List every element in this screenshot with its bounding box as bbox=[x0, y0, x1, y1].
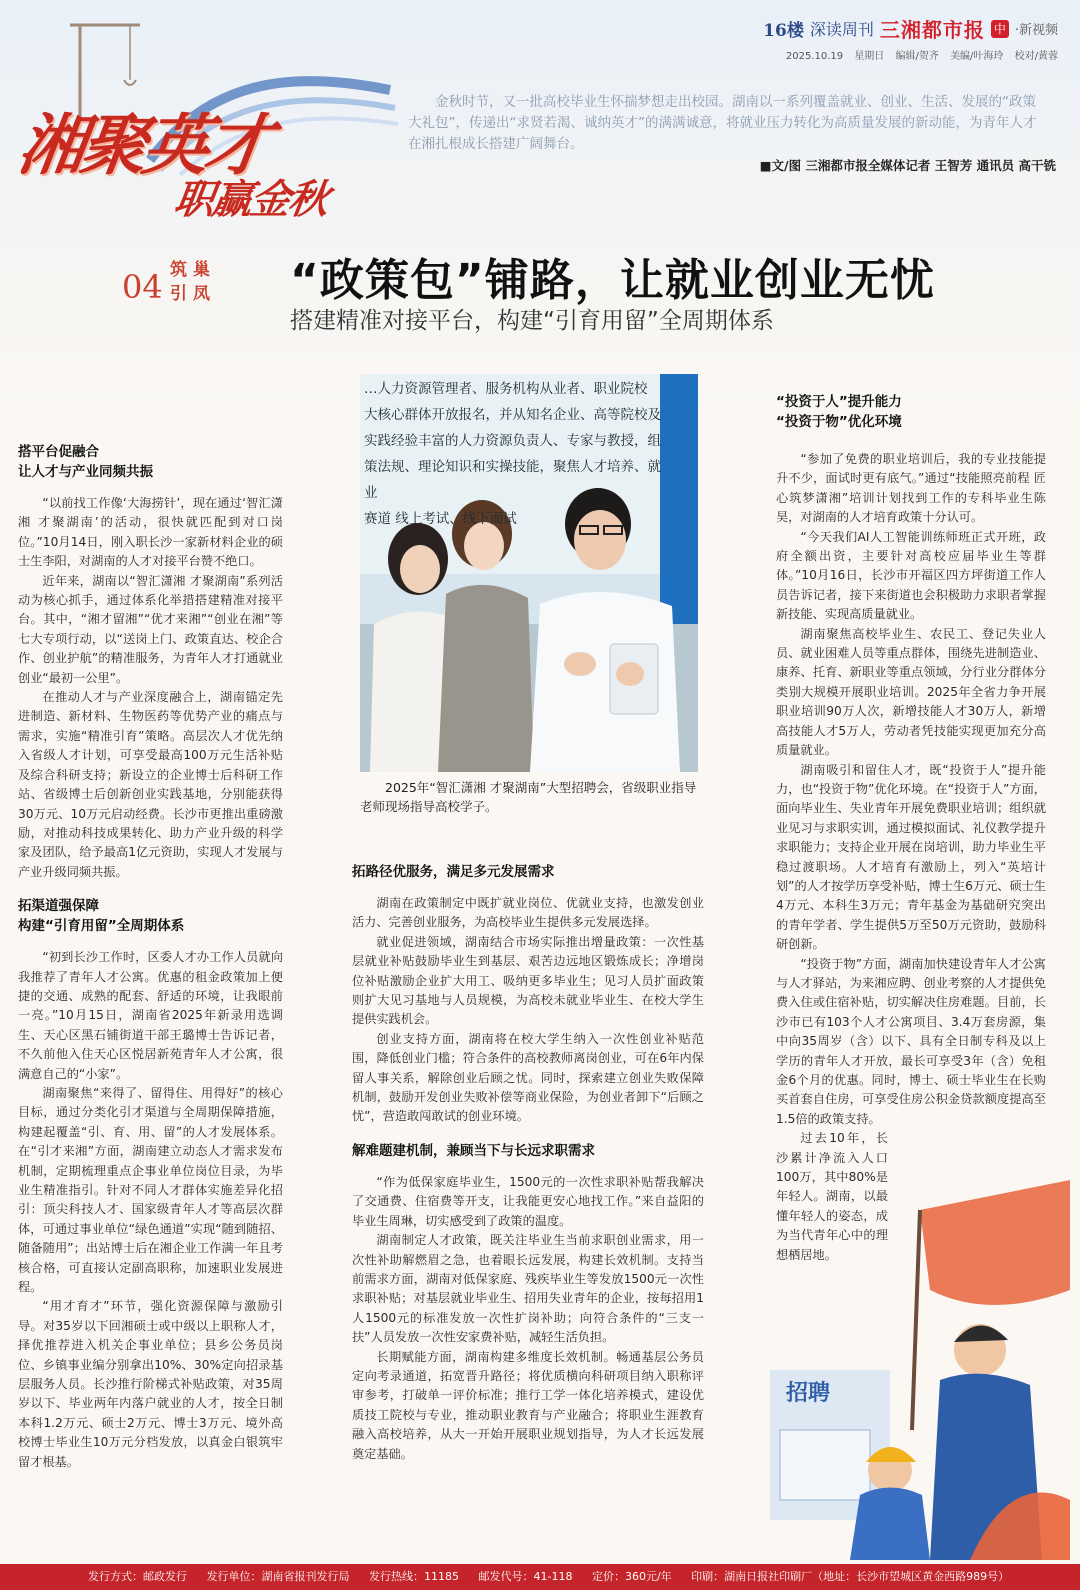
headline: “政策包”铺路，让就业创业无忧 bbox=[290, 255, 935, 306]
article-section bbox=[352, 862, 704, 1127]
paragraph: 在推动人才与产业深度融合上，湖南锚定先进制造、新材料、生物医药等优势产业的痛点与需求，实施“精准引育”策略。高层次人才优先纳入省级人才计划，可享受最高100万元生活补贴及综合科研支持；新设立的企业博士后科研工作站、省级博士后创新创业实践基地，分别能获得30万元、10万元启动经费。长沙市更推出重磅激励，对推动科技成果转化、助力产业升级的科学家及团队，给予最高1亿元资助，实现人才发展与产业升级同频共振。 bbox=[18, 690, 283, 879]
paragraph: 湖南吸引和留住人才，既“投资于人”提升能力，也“投资于物”优化环境。在“投资于人”方面，面向毕业生、失业青年开展免费职业培训；组织就业见习与求职实训，通过模拟面试、礼仪教学提升求职能力；支持企业开展在岗培训，助力毕业生平稳过渡职场。人才培育有激励上，列入“英培计划”的人才按学历享受补贴，博士生6万元、硕士生4万元、本科生3万元；青年基金为基础研究突出的青年学者、学生提供5万至50万元资助，鼓励科研创新。 bbox=[776, 762, 1047, 952]
recruitment-illustration bbox=[770, 1170, 1080, 1560]
banner-line: 实践经验丰富的人力资源负责人、专家与教授，组 bbox=[364, 433, 661, 449]
paragraph: 就业促进领域，湖南结合市场实际推出增量政策：一次性基层就业补贴鼓励毕业生到基层、艰苦边远地区锻炼成长；净增岗位补贴激励企业扩大用工、吸纳更多毕业生；见习人员扩面政策则扩大见习基地与人员规模，为高校未就业毕业生、在校大学生提供实践机会。 bbox=[352, 934, 704, 1027]
paragraph: “参加了免费的职业培训后，我的专业技能提升不少，面试时更有底气。”通过“技能照亮前程 匠心筑梦潇湘”培训计划找到工作的专科毕业生陈昊，对湖南的人才培育政策十分认可。 bbox=[776, 452, 1046, 525]
feature-title-line1: 湘聚英才 bbox=[13, 106, 273, 184]
feature-title-line2: 职赢金秋 bbox=[171, 176, 330, 223]
photo-caption: 2025年“智汇潇湘 才聚湖南”大型招聘会，省级职业指导老师现场指导高校学子。 bbox=[360, 780, 697, 814]
paragraph: 湖南制定人才政策，既关注毕业生当前求职创业需求，用一次性补助解燃眉之急，也着眼长远发展，构建长效机制。支持当前需求方面，湖南对低保家庭、残疾毕业生等发放1500元一次性求职补贴；对基层就业毕业生、招用失业青年的企业，按每招用1人1500元的标准发放一次性扩岗补助；向符合条件的“三支一扶”人员发放一次性安家费补贴，减轻生活负担。 bbox=[352, 1233, 704, 1345]
footer-item: 印刷：湖南日报社印刷厂（地址：长沙市望城区黄金西路989号） bbox=[691, 1570, 1010, 1583]
banner-line: 大核心群体开放报名，并从知名企业、高等院校及 bbox=[364, 407, 661, 423]
heading-line: 拓渠道强保障 bbox=[18, 898, 99, 915]
paper-logo-icon: 中 bbox=[991, 20, 1009, 38]
footer-bar bbox=[0, 1564, 1080, 1590]
article-section bbox=[352, 1141, 704, 1464]
heading-line: 让人才与产业同频共振 bbox=[18, 464, 153, 480]
footer-item: 发行方式：邮政发行 bbox=[88, 1570, 187, 1583]
section-heading bbox=[776, 392, 1046, 432]
paragraph: 创业支持方面，湖南将在校大学生纳入一次性创业补贴范围，降低创业门槛；符合条件的高校教师离岗创业，可在6年内保留人事关系，解除创业后顾之忧。同时，探索建立创业失败保障机制，鼓励开发创业失败补偿等商业保险，为创业者卸下“后顾之忧”，营造敢闯敢试的创业环境。 bbox=[352, 1031, 704, 1124]
page-floor: 16楼 bbox=[763, 21, 804, 41]
paragraph: “以前找工作像‘大海捞针’，现在通过‘智汇潇湘 才聚湖南’的活动，很快就匹配到对口岗位。”10月14日，刚入职长沙一家新材料企业的硕士生李阳，对湖南的人才对接平台赞不绝口。 bbox=[18, 496, 283, 569]
section-heading: 拓路径优服务，满足多元发展需求 bbox=[352, 864, 555, 880]
art-editor: 美编/叶海玲 bbox=[950, 51, 1004, 62]
article-section bbox=[776, 392, 1046, 1265]
paragraph: 湖南聚焦高校毕业生、农民工、登记失业人员、就业困难人员等重点群体，围绕先进制造业、康养、托育、新职业等重点领域，分行业分群体分类别大规模开展职业培训。2025年全省力争开展职业培训90万人次，新增技能人才30万人，新增高技能人才5万人，劳动者凭技能实现更加充分高质量就业。 bbox=[776, 626, 1046, 758]
column-left bbox=[18, 442, 283, 1486]
paragraph: “今天我们AI人工智能训练师班正式开班，政府全额出资，主要针对高校应届毕业生等群体。”10月16日，长沙市开福区四方坪街道工作人员告诉记者，接下来街道也会积极助力求职者掌握新技能、实现高质量就业。 bbox=[776, 529, 1046, 622]
paragraph: “投资于物”方面，湖南加快建设青年人才公寓与人才驿站，为来湘应聘、创业考察的人才提供免费入住或住宿补贴，切实解决住房难题。目前，长沙市已有103个人才公寓项目、3.4万套房源，集中向35周岁（含）以下、具有全日制专科及以上学历的青年人才开放，最长可享受3年（含）免租金6个月的优惠。同时，博士、硕士毕业生在长购买首套自住房，可享受住房公积金贷款额度提高至1.5倍的政策支持。 bbox=[776, 956, 1046, 1126]
section-heading bbox=[18, 896, 283, 936]
section-number: 04 bbox=[122, 268, 163, 306]
footer-item: 定价：360元/年 bbox=[591, 1570, 672, 1583]
paragraph: 湖南在政策制定中既扩就业岗位、优就业支持，也激发创业活力、完善创业服务，为高校毕业生提供多元发展选择。 bbox=[352, 896, 704, 930]
heading-line: “投资于物”优化环境 bbox=[776, 414, 902, 430]
footer-item: 发行热线：11185 bbox=[369, 1570, 459, 1583]
job-fair-photo bbox=[360, 374, 698, 772]
column-middle bbox=[352, 862, 704, 1478]
editor: 编辑/贺齐 bbox=[895, 51, 939, 62]
paragraph: 长期赋能方面，湖南构建多维度长效机制。畅通基层公务员定向考录通道，拓宽晋升路径；将优质横向科研项目纳入职称评审参考，打破单一评价标准；推行工学一体化培养模式，建设优质技工院校与专业，推动职业教育与产业融合；将职业生涯教育融入高校培养，从大一开始开展职业规划指导，为人才长远发展奠定基础。 bbox=[352, 1349, 704, 1461]
issue-meta bbox=[763, 47, 1058, 62]
section-heading: 解难题建机制，兼顾当下与长远求职需求 bbox=[352, 1142, 595, 1159]
paragraph: 近年来，湖南以“智汇潇湘 才聚湖南”系列活动为核心抓手，通过体系化举措搭建精准对接平台。其中，“湘才留湘”“优才来湘”“创业在湘”等七大专项行动，以“送岗上门、政策直达、校企合作、创业护航”的精准服务，为青年人才打通就业创业“最初一公里”。 bbox=[18, 573, 283, 685]
heading-line: 构建“引育用留”全周期体系 bbox=[18, 918, 185, 935]
banner-line: 赛道 线上考试、线下面试 bbox=[364, 511, 517, 527]
closing-paragraph: 过去10年，长沙累计净流入人口100万，其中80%是年轻人。湖南，以最懂年轻人的姿态，成为当代青年心中的理想栖居地。 bbox=[776, 1131, 888, 1262]
heading-line: 搭平台促融合 bbox=[18, 444, 99, 460]
article-section bbox=[18, 442, 283, 882]
recruit-sign: 招聘 bbox=[786, 1381, 831, 1406]
footer-item: 发行单位：湖南省报刊发行局 bbox=[206, 1570, 350, 1583]
byline: ■文/图 三湘都市报全媒体记者 王智芳 通讯员 高干铣 bbox=[759, 158, 1056, 173]
video-label: ·新视频 bbox=[1014, 23, 1058, 38]
proofreader: 校对/黄蓉 bbox=[1014, 51, 1058, 62]
paragraph: “作为低保家庭毕业生，1500元的一次性求职补贴帮我解决了交通费、住宿费等开支，让我能更安心地找工作。”来自益阳的毕业生周琳，切实感受到了政策的温度。 bbox=[352, 1174, 704, 1228]
issue-weekday: 星期日 bbox=[854, 51, 885, 62]
lead-paragraph: 金秋时节，又一批高校毕业生怀揣梦想走出校园。湖南以一系列覆盖就业、创业、生活、发展的“政策大礼包”，传递出“求贤若渴、诚纳英才”的满满诚意，将就业压力转化为高质量发展的新动能，为青年人才在湘扎根成长搭建广阔舞台。 bbox=[408, 94, 1037, 152]
section-tag: 筑巢引凤 bbox=[170, 260, 216, 304]
column-right bbox=[776, 392, 1046, 1279]
masthead bbox=[763, 14, 1058, 62]
heading-line: “投资于人”提升能力 bbox=[776, 394, 902, 410]
paragraph: “用才育才”环节，强化资源保障与激励引导。对35岁以下回湘硕士或中级以上职称人才，择优推荐进入机关企事业单位；县乡公务员岗位、乡镇事业编分别拿出10%、30%定向招录基层服务人员。长沙推行阶梯式补贴政策，对35周岁以下、毕业两年内落户就业的人才，按全日制本科1.2万元、硕士2万元、博士3万元、境外高校博士毕业生10万元分档发放，以真金白银筑牢留才根基。 bbox=[18, 1299, 283, 1469]
photo-banner-text bbox=[364, 376, 664, 532]
subheadline: 搭建精准对接平台，构建“引育用留”全周期体系 bbox=[290, 308, 774, 334]
article-section bbox=[18, 896, 283, 1472]
issue-date: 2025.10.19 bbox=[785, 51, 844, 62]
banner-line: 策法规、理论知识和实操技能，聚焦人才培养、就业 bbox=[364, 459, 661, 501]
paragraph: 湖南聚焦“来得了、留得住、用得好”的核心目标，通过分类化引才渠道与全周期保障措施，构建起覆盖“引、育、用、留”的人才发展体系。在“引才来湘”方面，湖南建立动态人才需求发布机制，定期梳理重点企事业单位岗位目录，为毕业生精准指引。针对不同人才群体实施差异化招引：顶尖科技人才、国家级青年人才等高层次群体，可通过事业单位“绿色通道”实现“随到随招、随备随用”；出站博士后在湘企业工作满一年且考核合格，可直接认定副高职称，加速职业发展进程。 bbox=[18, 1085, 283, 1295]
footer-item: 邮发代号：41-118 bbox=[478, 1570, 573, 1583]
banner-line: …人力资源管理者、服务机构从业者、职业院校 bbox=[364, 381, 648, 397]
section-heading bbox=[18, 442, 283, 482]
section-name: 深读周刊 bbox=[809, 20, 874, 39]
paragraph: “初到长沙工作时，区委人才办工作人员就向我推荐了青年人才公寓。优惠的租金政策加上便捷的交通、成熟的配套、舒适的环境，让我眼前一亮。”10月15日，湖南省2025年新录用选调生、天心区黑石铺街道干部王璐博士告诉记者，不久前他入住天心区悦居新苑青年人才公寓，很满意自己的“小家”。 bbox=[18, 950, 283, 1081]
paper-name: 三湘都市报 bbox=[879, 18, 985, 42]
